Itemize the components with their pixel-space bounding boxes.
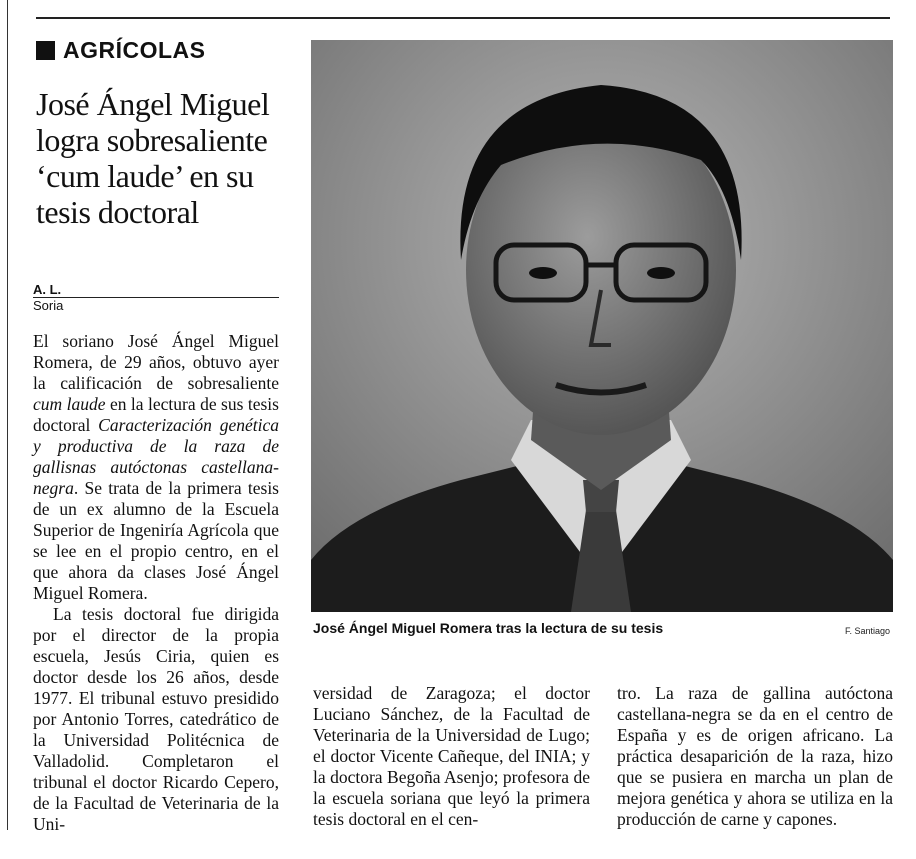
headline: José Ángel Miguel logra sobresaliente ‘cum laude’ en su tesis doctoral [36, 86, 270, 230]
byline-place: Soria [33, 298, 64, 313]
column-2-text: versidad de Zaragoza; el doctor Luciano Sánchez, de la Facultad de Veterinaria de la Universidad de Lugo; el doctor Vicente Cañeque, del INIA; y la doctora Begoña Asenjo; profesora de la escuela soriana que leyó la primera tesis doctoral en el cen- [313, 683, 590, 829]
portrait-illustration [311, 40, 893, 612]
photo-caption: José Ángel Miguel Romera tras la lectura de su tesis [313, 620, 664, 636]
portrait-photo [311, 40, 893, 612]
section-title: AGRÍCOLAS [63, 37, 206, 63]
paragraph-1: El soriano José Ángel Miguel Romera, de 29 años, obtuvo ayer la calificación de sobresaliente cum laude en la lectura de sus tesis doctoral Caracterización genética y productiva de la raza de gallisnas autóctonas castellana-negra. Se trata de la primera tesis de un ex alumno de la Escuela Superior de Ingeniría Agrícola que se lee en el propio centro, en el que ahora da clases José Ángel Miguel Romera. [33, 331, 279, 603]
article-column-2 [313, 683, 590, 830]
paragraph-2: La tesis doctoral fue dirigida por el director de la propia escuela, Jesús Ciria, quien es doctor desde los 26 años, desde 1977. El tribunal estuvo presidido por Antonio Torres, catedrático de la Universidad Politécnica de Valladolid. Completaron el tribunal el doctor Ricardo Cepero, de la Facultad de Veterinaria de la Uni- [33, 604, 279, 834]
top-rule [36, 17, 890, 19]
article-column-3 [617, 683, 893, 830]
article-column-1 [33, 331, 279, 835]
section-square-icon [36, 41, 55, 60]
byline [33, 283, 279, 298]
section-label [36, 37, 206, 64]
page-margin-line [7, 0, 8, 830]
photo-credit: F. Santiago [845, 626, 891, 636]
byline-author: A. L. [33, 282, 62, 297]
column-3-text: tro. La raza de gallina autóctona castellana-negra se da en el centro de España y es de origen africano. La práctica desaparición de la raza, hizo que se pusiera en marcha un plan de mejora genética y ahora se utiliza en la producción de carne y capones. [617, 683, 893, 829]
